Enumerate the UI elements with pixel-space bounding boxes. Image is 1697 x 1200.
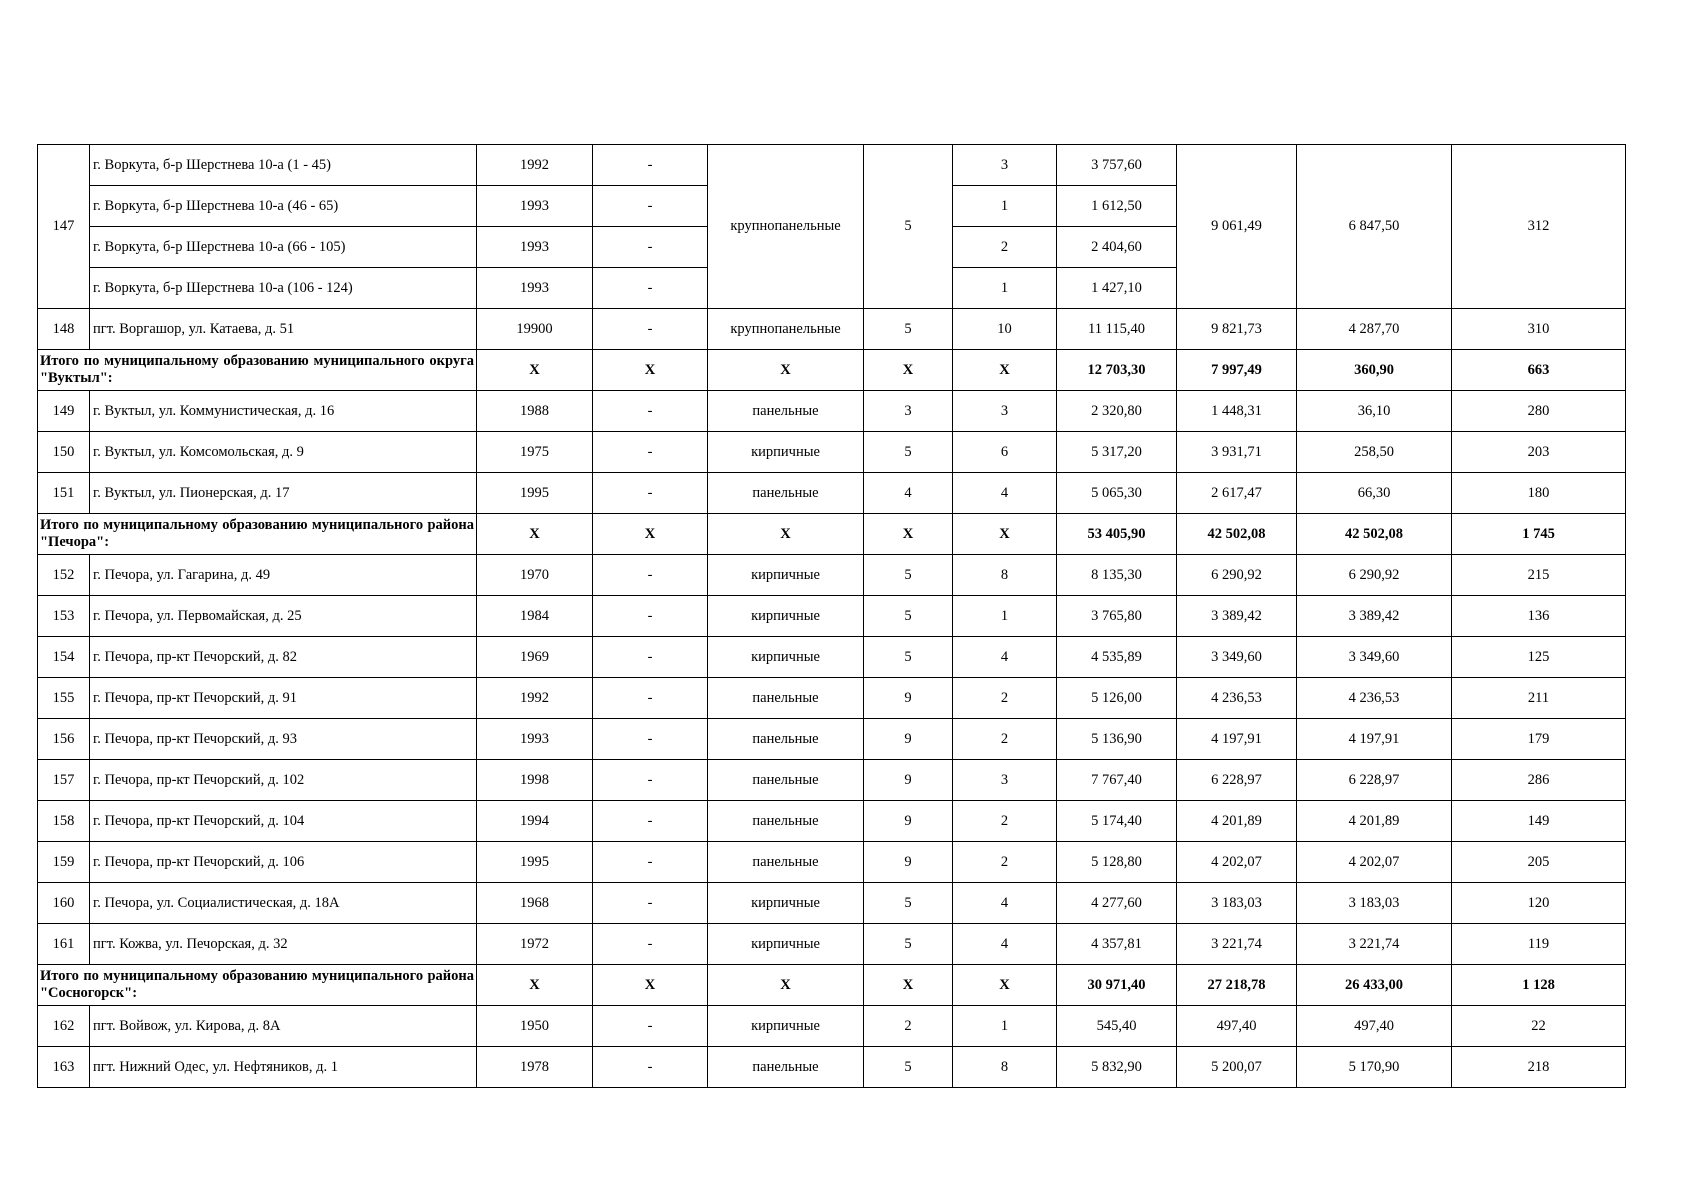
residents-cell: 280 (1452, 391, 1626, 432)
table-row (38, 637, 1626, 678)
subtotal-row (38, 350, 1626, 391)
area-living-cell: 7 997,49 (1177, 350, 1297, 391)
area-private-cell: 4 287,70 (1297, 309, 1452, 350)
row-number: 154 (38, 637, 90, 678)
year-cell: 1950 (477, 1006, 593, 1047)
sections-cell: 3 (953, 145, 1057, 186)
area-living-cell: 3 931,71 (1177, 432, 1297, 473)
housing-register-table (37, 144, 1626, 1088)
table-row (38, 473, 1626, 514)
year2-cell: - (593, 678, 708, 719)
year-cell: 19900 (477, 309, 593, 350)
area-private-cell: 5 170,90 (1297, 1047, 1452, 1088)
year-cell: 1993 (477, 227, 593, 268)
subtotal-label: Итого по муниципальному образованию муниципального округа "Вуктыл": (38, 350, 477, 391)
table-row (38, 924, 1626, 965)
year-cell: X (477, 965, 593, 1006)
sections-cell: 2 (953, 842, 1057, 883)
address-cell: г. Воркута, б-р Шерстнева 10-а (46 - 65) (90, 186, 477, 227)
area-living-cell: 27 218,78 (1177, 965, 1297, 1006)
year-cell: X (477, 514, 593, 555)
address-cell: пгт. Кожва, ул. Печорская, д. 32 (90, 924, 477, 965)
sections-cell: 3 (953, 391, 1057, 432)
year-cell: 1995 (477, 473, 593, 514)
area-private-cell: 360,90 (1297, 350, 1452, 391)
row-number: 158 (38, 801, 90, 842)
area-private-cell: 4 236,53 (1297, 678, 1452, 719)
area-cell: 53 405,90 (1057, 514, 1177, 555)
residents-cell: 663 (1452, 350, 1626, 391)
sections-cell: 4 (953, 883, 1057, 924)
subtotal-row (38, 965, 1626, 1006)
area-cell: 2 404,60 (1057, 227, 1177, 268)
sections-cell: 4 (953, 473, 1057, 514)
table-row (38, 596, 1626, 637)
year-cell: 1993 (477, 186, 593, 227)
residents-cell: 218 (1452, 1047, 1626, 1088)
year-cell: 1992 (477, 145, 593, 186)
area-living-cell: 4 236,53 (1177, 678, 1297, 719)
area-private-cell: 4 197,91 (1297, 719, 1452, 760)
area-cell: 3 765,80 (1057, 596, 1177, 637)
residents-cell: 136 (1452, 596, 1626, 637)
year-cell: X (477, 350, 593, 391)
floors-cell: 5 (864, 309, 953, 350)
table-row (38, 432, 1626, 473)
address-cell: пгт. Войвож, ул. Кирова, д. 8А (90, 1006, 477, 1047)
table-row (38, 760, 1626, 801)
sections-cell: 4 (953, 637, 1057, 678)
table-row (38, 1047, 1626, 1088)
floors-cell: 5 (864, 555, 953, 596)
address-cell: г. Печора, ул. Гагарина, д. 49 (90, 555, 477, 596)
sections-cell: 10 (953, 309, 1057, 350)
address-cell: г. Печора, пр-кт Печорский, д. 91 (90, 678, 477, 719)
material-cell: кирпичные (708, 637, 864, 678)
sections-cell: 1 (953, 186, 1057, 227)
area-living-cell: 42 502,08 (1177, 514, 1297, 555)
area-cell: 1 612,50 (1057, 186, 1177, 227)
area-cell: 5 174,40 (1057, 801, 1177, 842)
year-cell: 1975 (477, 432, 593, 473)
year-cell: 1995 (477, 842, 593, 883)
material-cell: панельные (708, 842, 864, 883)
year-cell: 1984 (477, 596, 593, 637)
residents-cell: 211 (1452, 678, 1626, 719)
area-cell: 4 535,89 (1057, 637, 1177, 678)
area-living-cell: 4 197,91 (1177, 719, 1297, 760)
row-number: 159 (38, 842, 90, 883)
year-cell: 1970 (477, 555, 593, 596)
area-cell: 5 065,30 (1057, 473, 1177, 514)
area-cell: 5 136,90 (1057, 719, 1177, 760)
area-private-cell: 66,30 (1297, 473, 1452, 514)
year-cell: 1993 (477, 268, 593, 309)
year2-cell: - (593, 432, 708, 473)
address-cell: г. Вуктыл, ул. Пионерская, д. 17 (90, 473, 477, 514)
floors-cell: 5 (864, 637, 953, 678)
floors-cell: X (864, 965, 953, 1006)
area-cell: 12 703,30 (1057, 350, 1177, 391)
sections-cell: 3 (953, 760, 1057, 801)
year-cell: 1998 (477, 760, 593, 801)
address-cell: г. Воркута, б-р Шерстнева 10-а (66 - 105) (90, 227, 477, 268)
material-cell: панельные (708, 391, 864, 432)
material-cell: кирпичные (708, 555, 864, 596)
address-cell: г. Печора, пр-кт Печорский, д. 93 (90, 719, 477, 760)
area-cell: 30 971,40 (1057, 965, 1177, 1006)
area-cell: 5 832,90 (1057, 1047, 1177, 1088)
year2-cell: X (593, 965, 708, 1006)
year2-cell: - (593, 1006, 708, 1047)
residents-cell: 119 (1452, 924, 1626, 965)
sections-cell: 1 (953, 596, 1057, 637)
year-cell: 1968 (477, 883, 593, 924)
area-living-cell: 497,40 (1177, 1006, 1297, 1047)
sections-cell: 4 (953, 924, 1057, 965)
area-living-cell: 4 201,89 (1177, 801, 1297, 842)
area-cell: 4 277,60 (1057, 883, 1177, 924)
floors-cell: 9 (864, 801, 953, 842)
floors-cell: 5 (864, 924, 953, 965)
floors-cell: 5 (864, 1047, 953, 1088)
area-cell: 8 135,30 (1057, 555, 1177, 596)
area-cell: 2 320,80 (1057, 391, 1177, 432)
floors-cell: X (864, 350, 953, 391)
year-cell: 1969 (477, 637, 593, 678)
table-row (38, 883, 1626, 924)
table-row (38, 1006, 1626, 1047)
sections-cell: 8 (953, 555, 1057, 596)
area-living-cell: 6 290,92 (1177, 555, 1297, 596)
address-cell: пгт. Нижний Одес, ул. Нефтяников, д. 1 (90, 1047, 477, 1088)
residents-cell: 125 (1452, 637, 1626, 678)
material-cell: панельные (708, 719, 864, 760)
row-number: 157 (38, 760, 90, 801)
material-cell: X (708, 965, 864, 1006)
sections-cell: 1 (953, 1006, 1057, 1047)
area-cell: 545,40 (1057, 1006, 1177, 1047)
area-cell: 3 757,60 (1057, 145, 1177, 186)
floors-cell: 5 (864, 145, 953, 309)
area-cell: 4 357,81 (1057, 924, 1177, 965)
area-living-cell: 9 061,49 (1177, 145, 1297, 309)
sections-cell: 1 (953, 268, 1057, 309)
area-living-cell: 3 349,60 (1177, 637, 1297, 678)
area-private-cell: 6 228,97 (1297, 760, 1452, 801)
area-private-cell: 3 389,42 (1297, 596, 1452, 637)
floors-cell: 4 (864, 473, 953, 514)
area-private-cell: 42 502,08 (1297, 514, 1452, 555)
residents-cell: 180 (1452, 473, 1626, 514)
address-cell: г. Воркута, б-р Шерстнева 10-а (1 - 45) (90, 145, 477, 186)
area-living-cell: 9 821,73 (1177, 309, 1297, 350)
row-number: 150 (38, 432, 90, 473)
year2-cell: - (593, 719, 708, 760)
address-cell: г. Печора, пр-кт Печорский, д. 102 (90, 760, 477, 801)
residents-cell: 215 (1452, 555, 1626, 596)
floors-cell: 2 (864, 1006, 953, 1047)
year2-cell: - (593, 268, 708, 309)
area-private-cell: 258,50 (1297, 432, 1452, 473)
year-cell: 1992 (477, 678, 593, 719)
year2-cell: - (593, 596, 708, 637)
row-number: 160 (38, 883, 90, 924)
address-cell: г. Печора, ул. Первомайская, д. 25 (90, 596, 477, 637)
sections-cell: X (953, 514, 1057, 555)
area-private-cell: 3 183,03 (1297, 883, 1452, 924)
floors-cell: 5 (864, 432, 953, 473)
area-private-cell: 4 201,89 (1297, 801, 1452, 842)
year-cell: 1972 (477, 924, 593, 965)
address-cell: г. Печора, пр-кт Печорский, д. 104 (90, 801, 477, 842)
floors-cell: 5 (864, 596, 953, 637)
subtotal-label: Итого по муниципальному образованию муниципального района "Печора": (38, 514, 477, 555)
year2-cell: - (593, 145, 708, 186)
area-private-cell: 6 847,50 (1297, 145, 1452, 309)
residents-cell: 1 745 (1452, 514, 1626, 555)
floors-cell: 5 (864, 883, 953, 924)
material-cell: кирпичные (708, 596, 864, 637)
residents-cell: 286 (1452, 760, 1626, 801)
sections-cell: X (953, 350, 1057, 391)
year-cell: 1993 (477, 719, 593, 760)
subtotal-label: Итого по муниципальному образованию муниципального района "Сосногорск": (38, 965, 477, 1006)
row-number: 153 (38, 596, 90, 637)
residents-cell: 22 (1452, 1006, 1626, 1047)
area-private-cell: 497,40 (1297, 1006, 1452, 1047)
residents-cell: 149 (1452, 801, 1626, 842)
residents-cell: 1 128 (1452, 965, 1626, 1006)
area-private-cell: 26 433,00 (1297, 965, 1452, 1006)
row-number: 151 (38, 473, 90, 514)
sections-cell: 6 (953, 432, 1057, 473)
address-cell: г. Печора, ул. Социалистическая, д. 18А (90, 883, 477, 924)
area-private-cell: 6 290,92 (1297, 555, 1452, 596)
year2-cell: - (593, 801, 708, 842)
area-cell: 7 767,40 (1057, 760, 1177, 801)
area-cell: 11 115,40 (1057, 309, 1177, 350)
table-row (38, 801, 1626, 842)
material-cell: кирпичные (708, 883, 864, 924)
floors-cell: X (864, 514, 953, 555)
material-cell: кирпичные (708, 432, 864, 473)
area-living-cell: 1 448,31 (1177, 391, 1297, 432)
address-cell: г. Воркута, б-р Шерстнева 10-а (106 - 124) (90, 268, 477, 309)
address-cell: пгт. Воргашор, ул. Катаева, д. 51 (90, 309, 477, 350)
year-cell: 1988 (477, 391, 593, 432)
sections-cell: X (953, 965, 1057, 1006)
area-living-cell: 2 617,47 (1177, 473, 1297, 514)
floors-cell: 9 (864, 719, 953, 760)
year2-cell: X (593, 350, 708, 391)
residents-cell: 203 (1452, 432, 1626, 473)
material-cell: панельные (708, 678, 864, 719)
floors-cell: 9 (864, 760, 953, 801)
year2-cell: - (593, 186, 708, 227)
year-cell: 1978 (477, 1047, 593, 1088)
material-cell: X (708, 514, 864, 555)
table-row (38, 555, 1626, 596)
year2-cell: - (593, 883, 708, 924)
year2-cell: - (593, 309, 708, 350)
area-living-cell: 3 221,74 (1177, 924, 1297, 965)
area-living-cell: 3 183,03 (1177, 883, 1297, 924)
row-number: 161 (38, 924, 90, 965)
address-cell: г. Печора, пр-кт Печорский, д. 106 (90, 842, 477, 883)
subtotal-row (38, 514, 1626, 555)
row-number: 148 (38, 309, 90, 350)
year2-cell: - (593, 473, 708, 514)
sections-cell: 8 (953, 1047, 1057, 1088)
year2-cell: X (593, 514, 708, 555)
material-cell: крупнопанельные (708, 309, 864, 350)
floors-cell: 9 (864, 842, 953, 883)
year2-cell: - (593, 637, 708, 678)
row-number: 163 (38, 1047, 90, 1088)
year2-cell: - (593, 227, 708, 268)
row-number: 162 (38, 1006, 90, 1047)
row-number: 152 (38, 555, 90, 596)
area-cell: 5 317,20 (1057, 432, 1177, 473)
table-row (38, 309, 1626, 350)
row-number: 149 (38, 391, 90, 432)
area-private-cell: 3 349,60 (1297, 637, 1452, 678)
table-row (38, 842, 1626, 883)
table-row (38, 391, 1626, 432)
table-row (38, 145, 1626, 186)
year2-cell: - (593, 760, 708, 801)
area-private-cell: 4 202,07 (1297, 842, 1452, 883)
sections-cell: 2 (953, 801, 1057, 842)
table-row (38, 719, 1626, 760)
floors-cell: 9 (864, 678, 953, 719)
material-cell: панельные (708, 801, 864, 842)
area-private-cell: 36,10 (1297, 391, 1452, 432)
residents-cell: 179 (1452, 719, 1626, 760)
year2-cell: - (593, 555, 708, 596)
row-number: 147 (38, 145, 90, 309)
residents-cell: 310 (1452, 309, 1626, 350)
year2-cell: - (593, 391, 708, 432)
residents-cell: 205 (1452, 842, 1626, 883)
area-living-cell: 6 228,97 (1177, 760, 1297, 801)
year2-cell: - (593, 842, 708, 883)
floors-cell: 3 (864, 391, 953, 432)
material-cell: кирпичные (708, 1006, 864, 1047)
area-cell: 1 427,10 (1057, 268, 1177, 309)
material-cell: панельные (708, 473, 864, 514)
material-cell: X (708, 350, 864, 391)
area-living-cell: 5 200,07 (1177, 1047, 1297, 1088)
address-cell: г. Вуктыл, ул. Коммунистическая, д. 16 (90, 391, 477, 432)
area-private-cell: 3 221,74 (1297, 924, 1452, 965)
address-cell: г. Вуктыл, ул. Комсомольская, д. 9 (90, 432, 477, 473)
material-cell: крупнопанельные (708, 145, 864, 309)
residents-cell: 120 (1452, 883, 1626, 924)
year-cell: 1994 (477, 801, 593, 842)
sections-cell: 2 (953, 678, 1057, 719)
row-number: 155 (38, 678, 90, 719)
material-cell: панельные (708, 1047, 864, 1088)
area-cell: 5 128,80 (1057, 842, 1177, 883)
material-cell: панельные (708, 760, 864, 801)
sections-cell: 2 (953, 227, 1057, 268)
residents-cell: 312 (1452, 145, 1626, 309)
material-cell: кирпичные (708, 924, 864, 965)
area-cell: 5 126,00 (1057, 678, 1177, 719)
year2-cell: - (593, 1047, 708, 1088)
row-number: 156 (38, 719, 90, 760)
address-cell: г. Печора, пр-кт Печорский, д. 82 (90, 637, 477, 678)
sections-cell: 2 (953, 719, 1057, 760)
area-living-cell: 3 389,42 (1177, 596, 1297, 637)
area-living-cell: 4 202,07 (1177, 842, 1297, 883)
year2-cell: - (593, 924, 708, 965)
table-row (38, 678, 1626, 719)
